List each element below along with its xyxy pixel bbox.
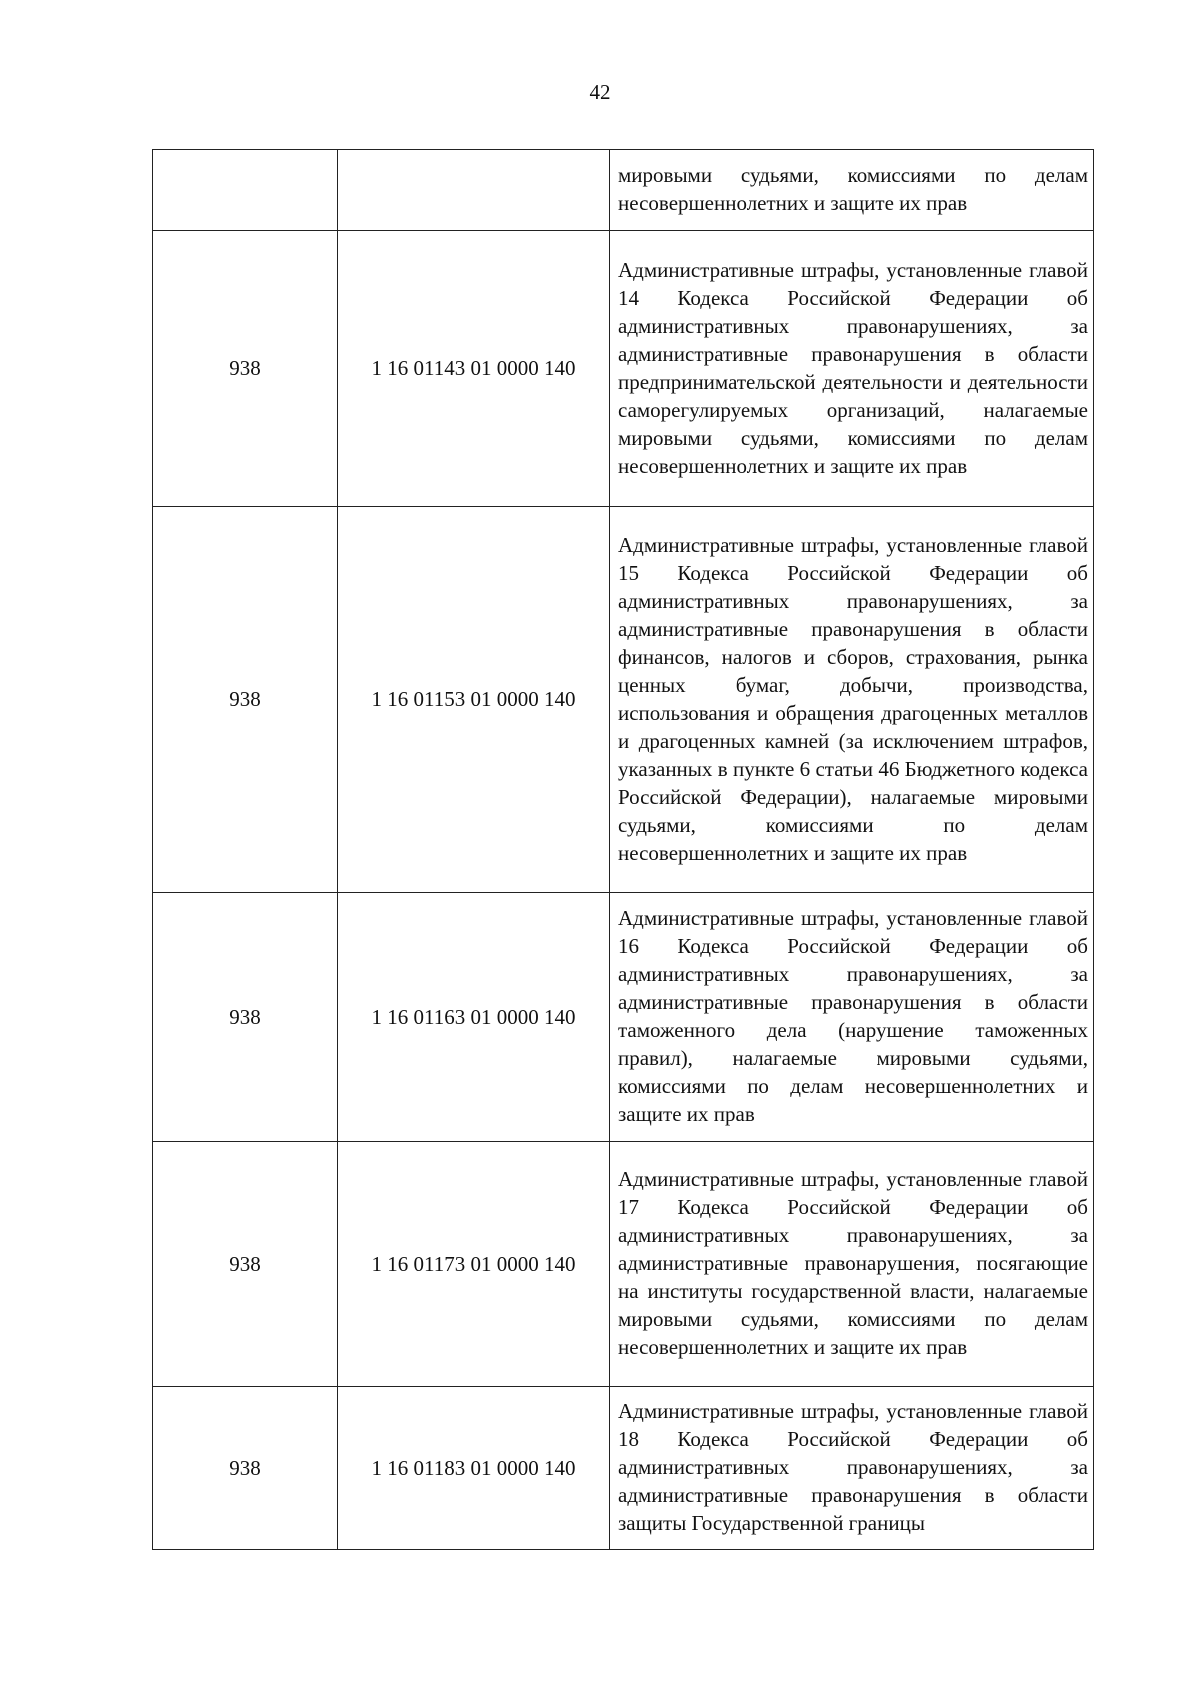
page-number: 42 <box>589 80 611 104</box>
table-row <box>153 150 1094 231</box>
bcc-code-cell: 1 16 01143 01 0000 140 <box>338 231 610 507</box>
description-cell: Административные штрафы, установленные главой 17 Кодекса Российской Федерации об административных правонарушениях, за административные правонарушения, посягающие на институты государственной власти, налагаемые мировыми судьями, комиссиями по делам несовершеннолетних и защите их прав <box>610 1142 1094 1387</box>
table-row <box>153 507 1094 893</box>
bcc-code-cell <box>338 150 610 231</box>
admin-code-cell: 938 <box>153 507 338 893</box>
description-cell: мировыми судьями, комиссиями по делам несовершеннолетних и защите их прав <box>610 150 1094 231</box>
bcc-code-cell: 1 16 01163 01 0000 140 <box>338 893 610 1142</box>
table-row <box>153 231 1094 507</box>
admin-code-cell: 938 <box>153 1387 338 1550</box>
admin-code-cell <box>153 150 338 231</box>
admin-code-cell: 938 <box>153 231 338 507</box>
bcc-code-cell: 1 16 01173 01 0000 140 <box>338 1142 610 1387</box>
table-row <box>153 1387 1094 1550</box>
table-row <box>153 1142 1094 1387</box>
description-cell: Административные штрафы, установленные главой 14 Кодекса Российской Федерации об административных правонарушениях, за административные правонарушения в области предпринимательской деятельности и деятельности саморегулируемых организаций, налагаемые мировыми судьями, комиссиями по делам несовершеннолетних и защите их прав <box>610 231 1094 507</box>
description-cell: Административные штрафы, установленные главой 15 Кодекса Российской Федерации об административных правонарушениях, за административные правонарушения в области финансов, налогов и сборов, страхования, рынка ценных бумаг, добычи, производства, использования и обращения драгоценных металлов и драгоценных камней (за исключением штрафов, указанных в пункте 6 статьи 46 Бюджетного кодекса Российской Федерации), налагаемые мировыми судьями, комиссиями по делам несовершеннолетних и защите их прав <box>610 507 1094 893</box>
admin-code-cell: 938 <box>153 1142 338 1387</box>
budget-classification-table <box>152 149 1094 1550</box>
bcc-code-cell: 1 16 01153 01 0000 140 <box>338 507 610 893</box>
table-row <box>153 893 1094 1142</box>
description-cell: Административные штрафы, установленные главой 16 Кодекса Российской Федерации об административных правонарушениях, за административные правонарушения в области таможенного дела (нарушение таможенных правил), налагаемые мировыми судьями, комиссиями по делам несовершеннолетних и защите их прав <box>610 893 1094 1142</box>
admin-code-cell: 938 <box>153 893 338 1142</box>
description-cell: Административные штрафы, установленные главой 18 Кодекса Российской Федерации об административных правонарушениях, за административные правонарушения в области защиты Государственной границы <box>610 1387 1094 1550</box>
bcc-code-cell: 1 16 01183 01 0000 140 <box>338 1387 610 1550</box>
